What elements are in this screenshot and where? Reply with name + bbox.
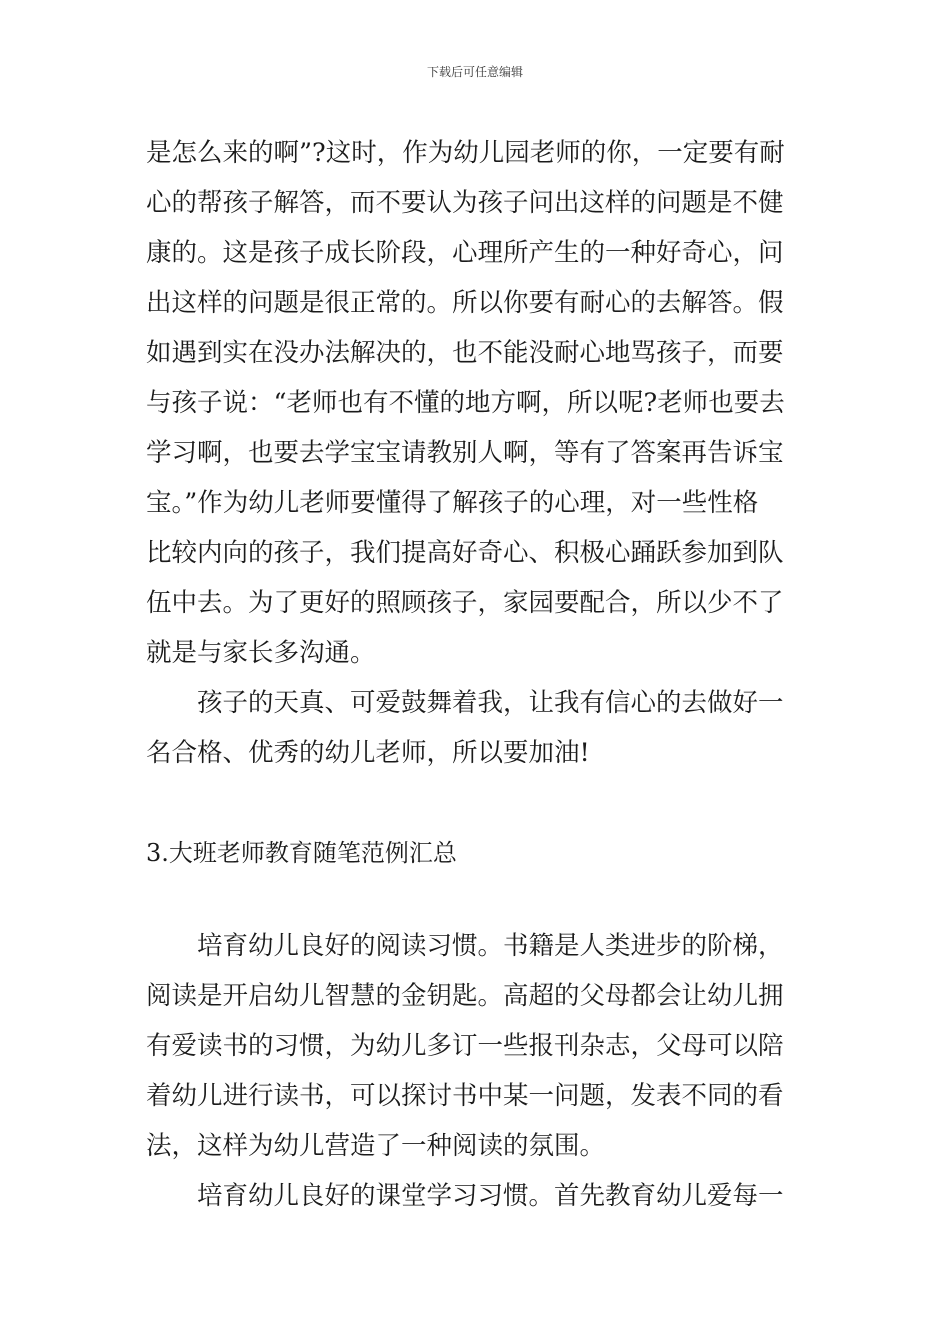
document-body (146, 128, 811, 1221)
text-line: 出这样的问题是很正常的。所以你要有耐心的去解答。假 (146, 288, 784, 318)
paragraph (146, 1171, 811, 1221)
paragraph (146, 128, 811, 678)
section-heading: 3.大班老师教育随笔范例汇总 (146, 839, 457, 867)
paragraph (146, 678, 811, 778)
text-line: 阅读是开启幼儿智慧的金钥匙。高超的父母都会让幼儿拥 (146, 981, 784, 1011)
text-line: 如遇到实在没办法解决的，也不能没耐心地骂孩子，而要 (146, 338, 784, 368)
text-line: 心的帮孩子解答，而不要认为孩子问出这样的问题是不健 (146, 188, 784, 218)
text-line: 着幼儿进行读书，可以探讨书中某一问题，发表不同的看 (146, 1081, 784, 1111)
text-line: 培育幼儿良好的课堂学习习惯。首先教育幼儿爱每一 (197, 1181, 784, 1211)
text-line: 与孩子说：“老师也有不懂的地方啊，所以呢?老师也要去 (146, 388, 785, 418)
spacer (146, 778, 811, 828)
text-line: 宝。”作为幼儿老师要懂得了解孩子的心理，对一些性格 (146, 488, 759, 518)
page-header: 下载后可任意编辑 (426, 65, 523, 79)
text-line: 孩子的天真、可爱鼓舞着我，让我有信心的去做好一 (197, 688, 784, 718)
text-line: 比较内向的孩子，我们提高好奇心、积极心踊跃参加到队 (146, 538, 784, 568)
text-line: 就是与家长多沟通。 (146, 638, 376, 668)
text-line: 有爱读书的习惯，为幼儿多订一些报刊杂志，父母可以陪 (146, 1031, 784, 1061)
text-line: 培育幼儿良好的阅读习惯。书籍是人类进步的阶梯， (197, 931, 784, 961)
spacer (146, 878, 811, 921)
text-line: 名合格、优秀的幼儿老师，所以要加油! (146, 738, 590, 768)
text-line: 学习啊，也要去学宝宝请教别人啊，等有了答案再告诉宝 (146, 438, 784, 468)
text-line: 康的。这是孩子成长阶段，心理所产生的一种好奇心，问 (146, 238, 784, 268)
text-line: 是怎么来的啊”?这时，作为幼儿园老师的你，一定要有耐 (146, 138, 785, 168)
text-line: 法，这样为幼儿营造了一种阅读的氛围。 (146, 1131, 606, 1161)
paragraph (146, 921, 811, 1171)
text-line: 伍中去。为了更好的照顾孩子，家园要配合，所以少不了 (146, 588, 784, 618)
